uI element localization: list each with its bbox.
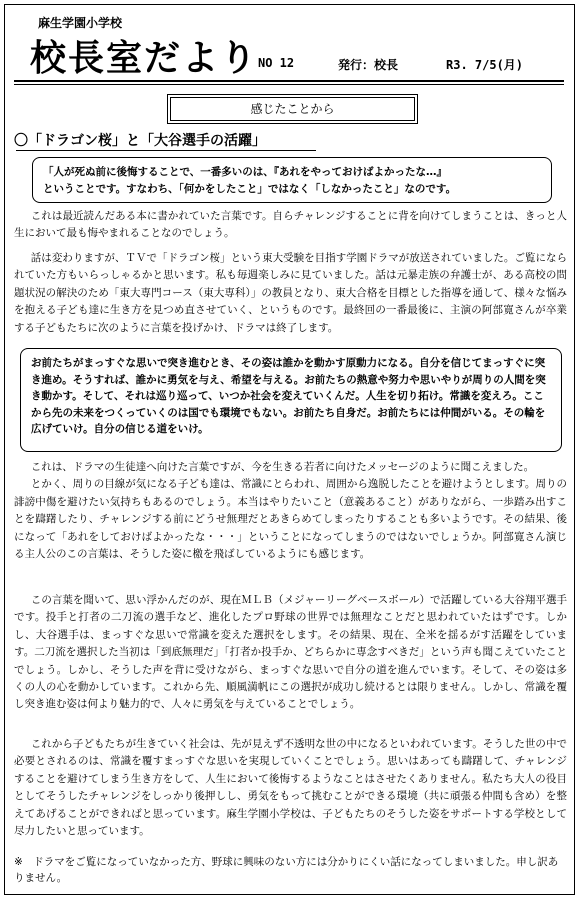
quote-box-2: お前たちがまっすぐな思いで突き進むとき、その姿は誰かを動かす原動力になる。自分を信じてまっすぐに突き進め。そうすれば、誰かに勇気を与え、希望を与える。お前たちの熱意や努力や思いやりが周りの人間を突き動かす。そして、それは巡り巡って、いつか社会を変えていくんだ。人生を切り拓け。常識を変えろ。ここから先の未来をつくっていくのは国でも環境でもない。お前たち自身だ。お前たちには仲間がいる。その輪を広げていけ。自分の信じる道をいけ。 — [20, 348, 562, 452]
newsletter-title: 校長室だより — [30, 38, 259, 79]
paragraph-2: 話は変わりますが、ＴＶで「ドラゴン桜」という東大受験を目指す学園ドラマが放送されていました。ご覧になられていた方もいらっしゃるかと思います。私も毎週楽しみに見ていました。話は元暴走族の弁護士が、ある高校の問題状況の解決のため「東大専門コース（東大専科）」の教員となり、東大合格を目標とした指導を通して、様々な悩みを抱える子ども達に生き方を見つめ直させていく、というものです。最終回の一番最後に、主演の阿部寛さんが卒業する子どもたちに次のように言葉を投げかけ、ドラマは終了します。 — [14, 252, 567, 334]
quote-1-line-1: 「人が死ぬ前に後悔することで、一番多いのは、『あれをやっておけばよかったな…』 — [43, 166, 448, 178]
publisher: 発行：校長 — [338, 58, 399, 72]
paragraph-4: この言葉を聞いて、思い浮かんだのが、現在ＭＬＢ（メジャーリーグベースボール）で活躍している大谷翔平選手です。投手と打者の二刀流の選手など、進化したプロ野球の世界では無理なことだと思われていたはずです。しかし、大谷選手は、まっすぐな思いで常識を変えた選択をします。その結果、現在、全米を揺るがす活躍をしています。二刀流を選択した当初は「到底無理だ」「打者か投手か、どちらかに専念すべきだ」という声も聞こえていたことでしょう。しかし、そうした声を背に受けながら、まっすぐな思いで自分の道を進んでいます。そして、その姿は多くの人の心を動かしています。これから先、順風満帆にこの選択が成功し続けるとは限りません。しかし、常識を覆し突き進む姿は何より魅力的で、人々に勇気を与えていることでしょう。 — [14, 594, 567, 711]
footnote: ※ ドラマをご覧になっていなかった方、野球に興味のない方には分かりにくい話になってしまいました。申し訳ありません。 — [14, 856, 559, 884]
paragraph-3a: これは、ドラマの生徒達へ向けた言葉ですが、今を生きる若者に向けたメッセージのように聞こえました。 — [30, 461, 535, 473]
header-rule-thin — [14, 84, 564, 85]
issue-number: NO 12 — [258, 56, 295, 70]
section-title: 感じたことから — [170, 97, 415, 121]
paragraph-3b: とかく、周りの目線が気になる子ども達は、常識にとらわれ、周囲から逸脱したことを避けようとします。周りの誹謗中傷を避けたい気持ちもあるのでしょう。本当はやりたいこと（意義あること）がありながら、一歩踏み出すことを躊躇したり、チャレンジする前にどうせ無理だとあきらめてしまったりすることも多いようです。その結果、後になって「あれをしておけばよかったな・・・」ということになってしまうのではないでしょうか。阿部寛さん演じる主人公のこの言葉は、そうした姿に檄を飛ばしているようにも感じます。 — [14, 478, 567, 561]
paragraph-1: これは最近読んだある本に書かれていた言葉です。自らチャレンジすることに背を向けてしまうことは、きっと人生において最も悔やまれることなのでしょう。 — [14, 210, 567, 240]
quote-1-line-2: ということです。すなわち、「何かをしたこと」ではなく「しなかったこと」なのです。 — [43, 183, 457, 195]
quote-box-1 — [32, 157, 552, 203]
paragraph-5: これから子どもたちが生きていく社会は、先が見えず不透明な世の中になるといわれています。そうした世の中で必要とされるのは、常識を覆すまっすぐな思いを実現していくことでしょう。思いはあっても躊躇して、チャレンジすることを避けてしまう生き方をして、人生において後悔するようなことはさせたくありません。私たち大人の役目としてそうしたチャレンジをしっかり後押しし、勇気をもって挑むことができる環境（共に頑張る仲間も含め）を整えてあげることができればと思っています。麻生学園小学校は、子どもたちのそうした姿をサポートする学校として尽力したいと思っています。 — [14, 738, 567, 838]
header-rule — [14, 80, 564, 82]
school-name: 麻生学園小学校 — [38, 16, 123, 30]
heading-underline — [16, 150, 316, 151]
paragraph-3 — [14, 459, 567, 563]
article-heading: 〇「ドラゴン桜」と「大谷選手の活躍」 — [14, 133, 266, 149]
issue-date: R3. 7/5(月) — [446, 58, 524, 72]
